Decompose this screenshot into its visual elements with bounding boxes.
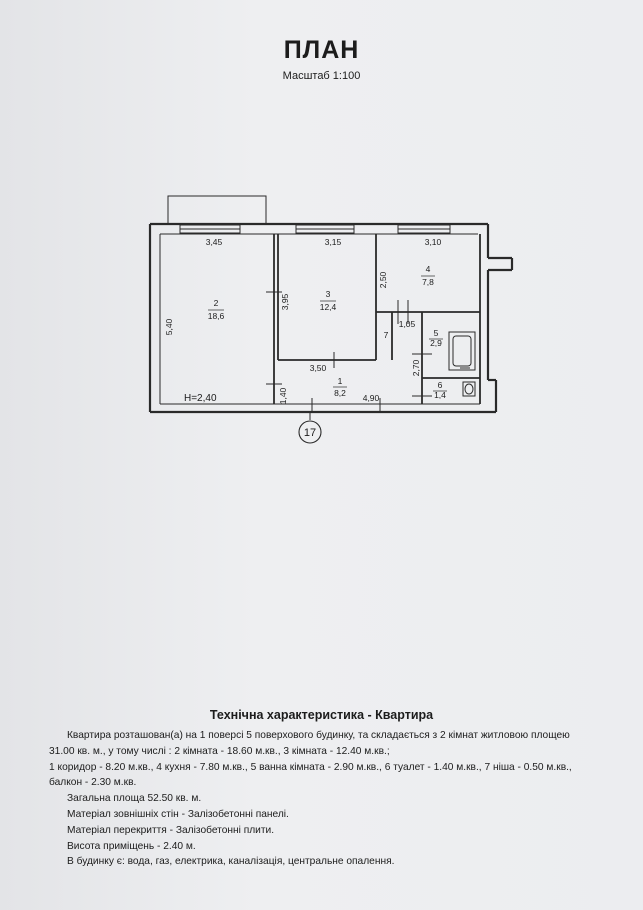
section-title: Технічна характеристика - Квартира [209, 708, 434, 722]
ceiling-height-label: H=2,40 [184, 393, 217, 404]
room-number: 2 [213, 298, 219, 308]
description-line: Матеріал зовнішніх стін - Залізобетонні панелі. [67, 808, 289, 820]
page-title: ПЛАН [283, 36, 360, 64]
room-area: 1,4 [434, 390, 446, 400]
description-line: Квартира розташован(а) на 1 поверсі 5 поверхового будинку, та складається з 2 кімнат житловою площею [67, 730, 570, 741]
description-line: Матеріал перекриття - Залізобетонні плити. [67, 824, 275, 836]
toilet [463, 382, 475, 396]
building-number: 17 [303, 427, 317, 439]
balcony [168, 196, 266, 224]
dimension-label: 3,10 [424, 237, 442, 247]
dimension-label: 3,15 [324, 237, 342, 247]
room-number: 4 [425, 264, 431, 274]
outer-walls [150, 224, 512, 412]
door-marks [266, 292, 432, 412]
room-area: 2,9 [430, 338, 442, 348]
scale-label: Масштаб 1:100 [282, 70, 361, 82]
description-line: Висота приміщень - 2.40 м. [67, 840, 196, 852]
room-number: 6 [437, 380, 443, 390]
description-line: Загальна площа 52.50 кв. м. [67, 793, 202, 805]
room-area: 8,2 [334, 388, 346, 398]
description-line: 31.00 кв. м., у тому числі : 2 кімната - 18.60 м.кв., 3 кімната - 12.40 м.кв.; [49, 745, 390, 757]
windows [180, 225, 450, 233]
room-area: 18,6 [207, 311, 225, 321]
room-number: 5 [433, 328, 439, 338]
room-number: 1 [337, 376, 343, 386]
dimension-label: 7 [383, 330, 389, 340]
dimension-label: 1,05 [398, 319, 416, 329]
dimension-label: 1,40 [278, 387, 288, 405]
room-area: 7,8 [422, 277, 434, 287]
dimension-label: 3,50 [309, 363, 327, 373]
room-area: 12,4 [319, 302, 337, 312]
dimension-label: 5,40 [164, 318, 174, 336]
description-line: балкон - 2.30 м.кв. [49, 777, 137, 789]
dimension-label: 4,90 [362, 393, 380, 403]
room-number: 3 [325, 289, 331, 299]
characteristics-text [49, 728, 609, 870]
description-line: 1 коридор - 8.20 м.кв., 4 кухня - 7.80 м.кв., 5 ванна кімната - 2.90 м.кв., 6 туалет - 1.40 м.кв., 7 ніша - 0.50 м.кв., [49, 761, 572, 773]
description-line: В будинку є: вода, газ, електрика, каналізація, центральне опалення. [67, 856, 395, 868]
dimension-label: 3,45 [205, 237, 223, 247]
dimension-label: 2,50 [378, 271, 388, 289]
bathtub [449, 332, 475, 370]
dimension-label: 3,95 [280, 293, 290, 311]
dimension-label: 2,70 [411, 359, 421, 377]
